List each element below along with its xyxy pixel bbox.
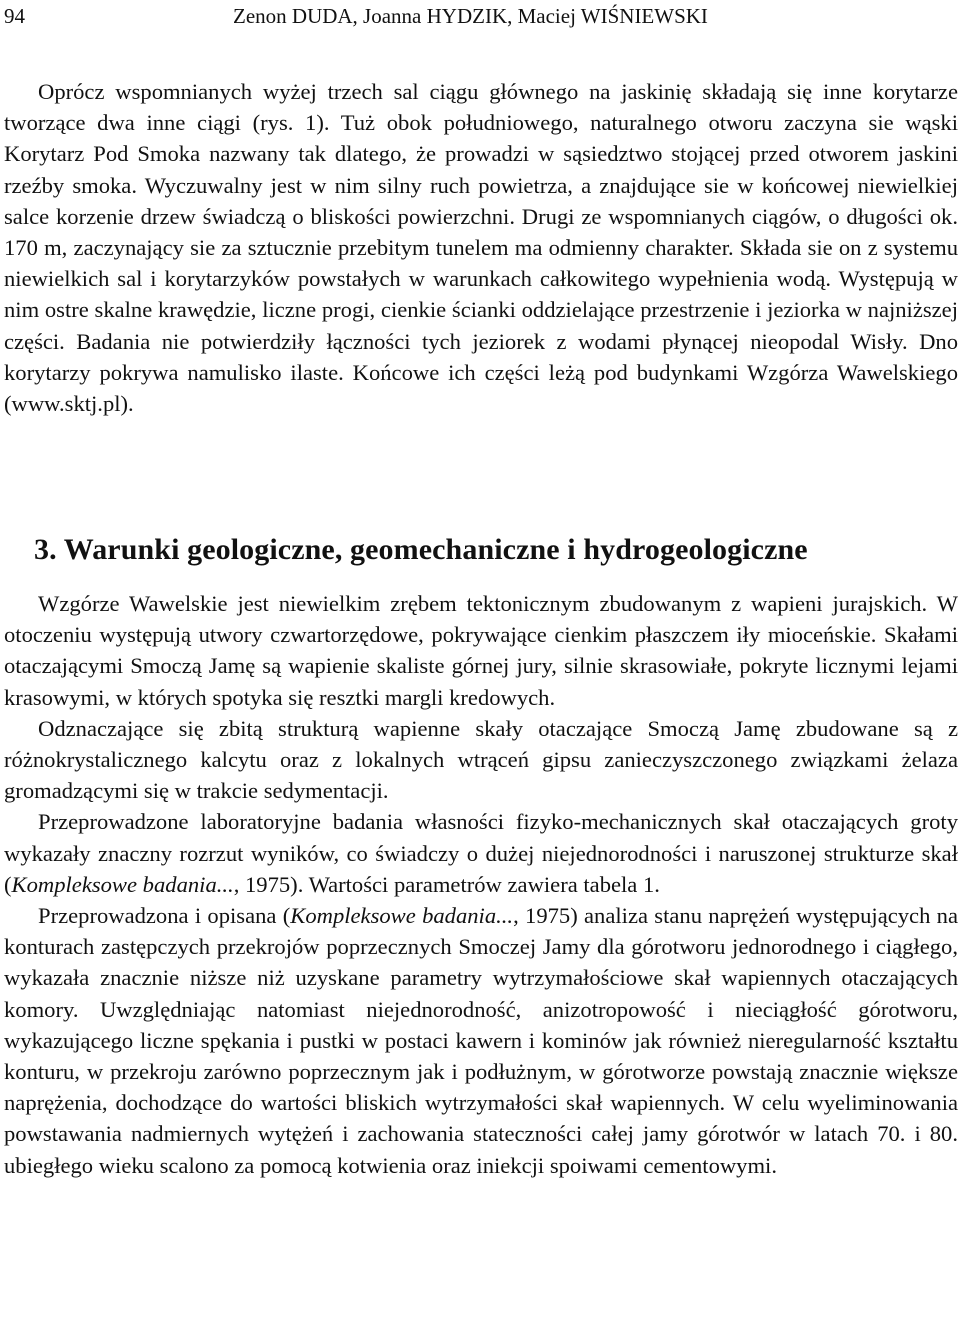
running-header xyxy=(4,4,956,34)
citation: Kompleksowe badania... xyxy=(290,903,514,929)
paragraph: Odznaczające się zbitą strukturą wapienne skały otaczające Smoczą Jamę zbudowane są z różnokrystalicznego kalcytu oraz z lokalnych wtrąceń gipsu zanieczyszczonego związkami żelaza gromadzącymi się w trakcie sedymentacji. xyxy=(4,715,958,804)
paragraph: Wzgórze Wawelskie jest niewielkim zrębem tektonicznym zbudowanym z wapieni jurajskich. W otoczeniu występują utwory czwartorzędowe, pokrywające cienkim płaszczem iły mioceńskie. Skałami otaczającymi Smoczą Jamę są wapienie skaliste górnej jury, silnie skrasowiałe, pokryte licznymi lejami krasowymi, w których spotyka się resztki margli kredowych. xyxy=(4,591,958,710)
section-body xyxy=(4,588,958,1181)
paragraph-text: , 1975). Wartości parametrów zawiera tabela 1. xyxy=(233,871,660,897)
paragraph-text: , 1975) analiza stanu naprężeń występujących na konturach zastępczych przekrojów poprzecznych Smoczej Jamy dla górotworu jednorodnego i ciągłego, wykazała znacznie niższe niż uzyskane parametry wytrzymałościowe skał wapiennych otaczających komory. Uwzględniając natomiast niejednorodność, anizotropowość i nieciągłość górotworu, wykazującego liczne spękania i pustki w postaci kawern i kominów jak również nieregularność kształtu konturu, w przekroju zarówno poprzecznym jak i podłużnym, w górotworze powstają znacznie większe naprężenia, dochodzące do wartości bliskich wytrzymałości skał wapiennych. W celu wyeliminowania powstawania nadmiernych wytężeń i zachowania stateczności całej jamy górotwór w latach 70. i 80. ubiegłego wieku scalono za pomocą kotwienia oraz iniekcji spoiwami cementowymi. xyxy=(4,903,958,1178)
paragraph: Oprócz wspomnianych wyżej trzech sal ciągu głównego na jaskinię składają się inne korytarze tworzące dwa inne ciągi (rys. 1). Tuż obok południowego, naturalnego otworu zaczyna sie wąski Korytarz Pod Smoka nazwany tak dlatego, że prowadzi w sąsiedztwo stojącej przed otworem jaskini rzeźby smoka. Wyczuwalny jest w nim silny ruch powietrza, a znajdujące sie w końcowej niewielkiej salce korzenie drzew świadczą o bliskości powierzchni. Drugi ze wspomnianych ciągów, o długości ok. 170 m, zaczynający sie za sztucznie przebitym tunelem ma odmienny charakter. Składa sie on z systemu niewielkich sal i korytarzyków powstałych w warunkach całkowitego wypełnienia wodą. Występują w nim ostre skalne krawędzie, liczne progi, cienkie ścianki oddzielające przestrzenie i jeziorka w najniższej części. Badania nie potwierdziły łączności tych jeziorek z wodami płynącej nieopodal Wisły. Dno korytarzy pokrywa namulisko ilaste. Końcowe ich części leżą pod budynkami Wzgórza Wawelskiego (www.sktj.pl). xyxy=(4,79,958,417)
paragraph-text: Przeprowadzone laboratoryjne badania własności fizyko-mechanicznych skał otaczających groty wykazały znaczny rozrzut wyników, co świadczy o dużej niejednorodności i naruszonej strukturze skał ( xyxy=(4,809,958,897)
citation: Kompleksowe badania... xyxy=(11,871,234,897)
paragraph xyxy=(4,900,958,1181)
header-authors: Zenon DUDA, Joanna HYDZIK, Maciej WIŚNIEWSKI xyxy=(233,4,708,28)
paragraph xyxy=(4,806,958,900)
paragraph-text: Przeprowadzona i opisana ( xyxy=(38,903,291,929)
intro-text xyxy=(4,76,958,419)
section-heading: 3. Warunki geologiczne, geomechaniczne i hydrogeologiczne xyxy=(34,533,808,566)
page-number: 94 xyxy=(4,4,25,28)
